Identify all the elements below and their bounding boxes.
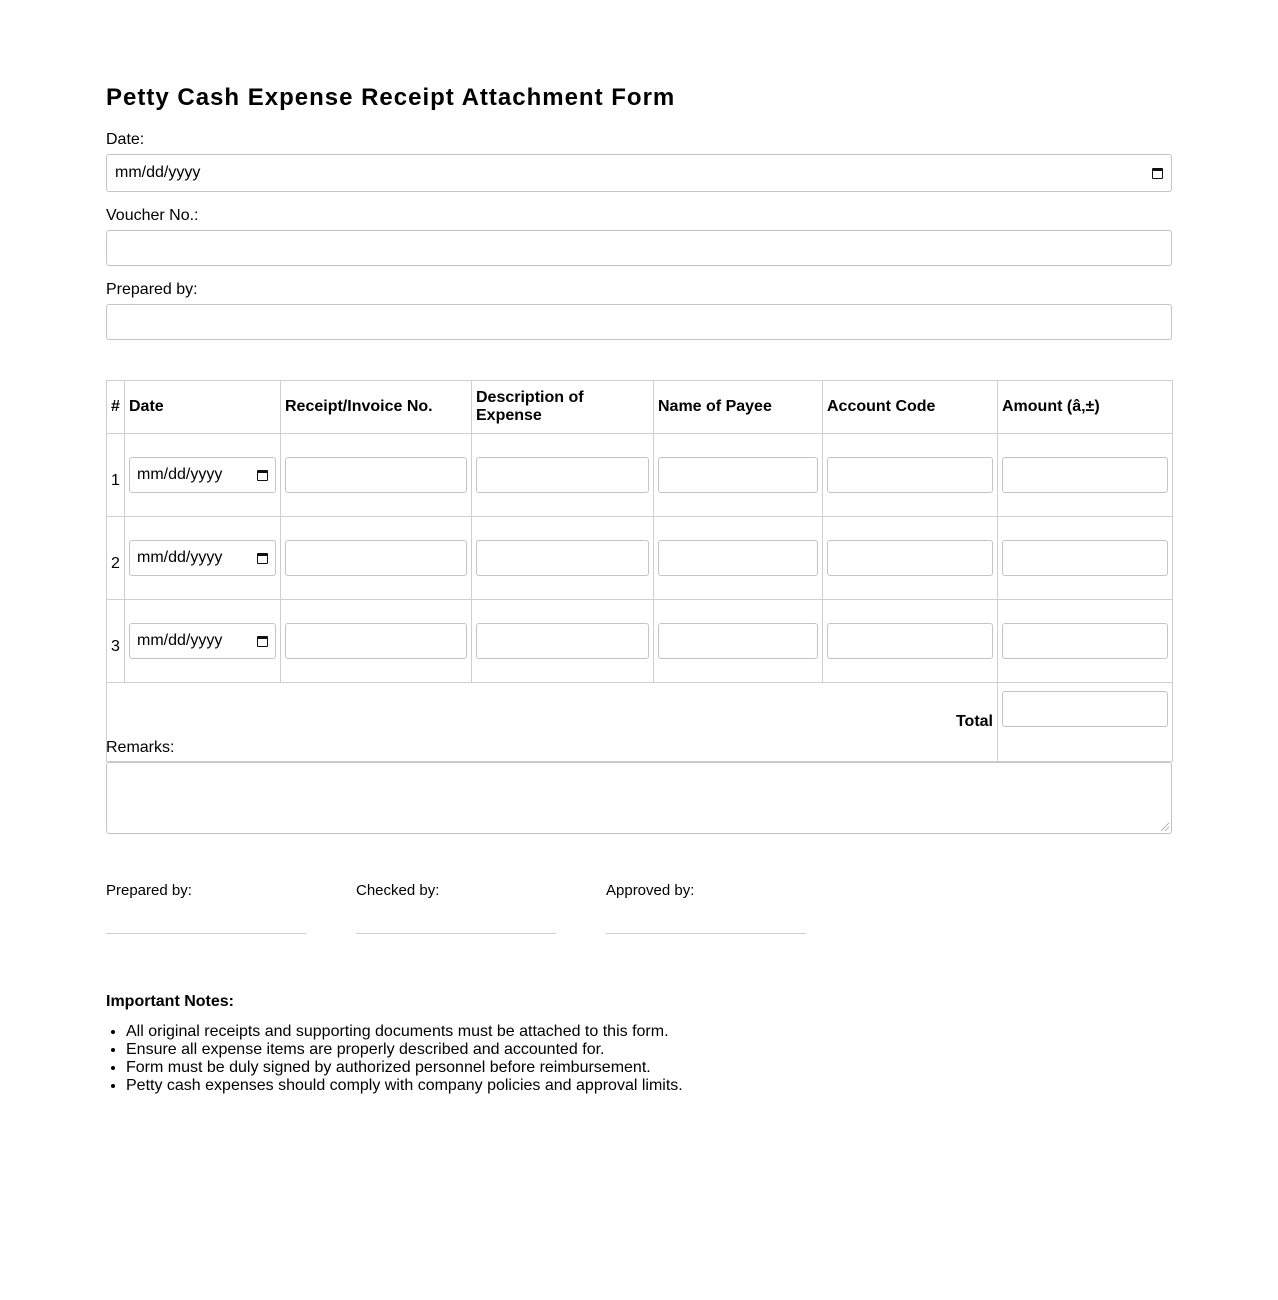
amount-input[interactable] <box>1002 457 1168 493</box>
description-input[interactable] <box>476 540 649 576</box>
description-input[interactable] <box>476 623 649 659</box>
signature-line <box>106 933 306 934</box>
row-date-input[interactable] <box>129 623 276 659</box>
notes-list <box>106 1023 683 1095</box>
col-header-payee: Name of Payee <box>654 381 823 434</box>
prepared-by-label: Prepared by: <box>106 281 198 298</box>
row-date-input[interactable] <box>129 457 276 493</box>
row-number: 3 <box>107 600 125 683</box>
table-header-row <box>107 381 1173 434</box>
col-header-receipt: Receipt/Invoice No. <box>281 381 472 434</box>
calendar-icon[interactable] <box>257 470 268 481</box>
page-title: Petty Cash Expense Receipt Attachment Form <box>106 84 676 111</box>
table-row <box>107 600 1173 683</box>
signature-prepared <box>106 882 306 900</box>
calendar-icon[interactable] <box>257 636 268 647</box>
date-label: Date: <box>106 131 145 148</box>
table-row <box>107 517 1173 600</box>
col-header-account-code: Account Code <box>823 381 998 434</box>
list-item: • All original receipts and supporting documents must be attached to this form. <box>126 1023 683 1041</box>
col-header-description: Description of Expense <box>472 381 654 434</box>
row-date-input[interactable] <box>129 540 276 576</box>
voucher-label: Voucher No.: <box>106 207 199 224</box>
voucher-input[interactable] <box>106 230 1172 266</box>
signature-line <box>356 933 556 934</box>
calendar-icon[interactable] <box>257 553 268 564</box>
signature-prepared-label: Prepared by: <box>106 882 192 899</box>
date-input[interactable] <box>106 154 1172 192</box>
signature-approved <box>606 882 806 900</box>
signature-checked <box>356 882 556 900</box>
receipt-no-input[interactable] <box>285 540 467 576</box>
amount-input[interactable] <box>1002 623 1168 659</box>
expense-table <box>106 380 1173 762</box>
total-row <box>107 683 1173 762</box>
signature-checked-label: Checked by: <box>356 882 440 899</box>
prepared-by-input[interactable] <box>106 304 1172 340</box>
payee-input[interactable] <box>658 540 818 576</box>
total-amount-input[interactable] <box>1002 691 1168 727</box>
account-code-input[interactable] <box>827 623 993 659</box>
col-header-number: # <box>107 381 125 434</box>
payee-input[interactable] <box>658 623 818 659</box>
row-number: 2 <box>107 517 125 600</box>
notes-title: Important Notes: <box>106 993 234 1010</box>
signature-line <box>606 933 806 934</box>
amount-input[interactable] <box>1002 540 1168 576</box>
total-label: Total <box>107 683 998 762</box>
list-item: • Petty cash expenses should comply with company policies and approval limits. <box>126 1077 683 1095</box>
remarks-textarea[interactable] <box>106 762 1172 834</box>
row-date-placeholder: mm/dd/yyyy <box>137 466 223 483</box>
row-number: 1 <box>107 434 125 517</box>
calendar-icon[interactable] <box>1152 168 1163 179</box>
account-code-input[interactable] <box>827 457 993 493</box>
list-item: • Ensure all expense items are properly described and accounted for. <box>126 1041 683 1059</box>
receipt-no-input[interactable] <box>285 623 467 659</box>
resize-handle-icon[interactable] <box>1161 823 1169 831</box>
receipt-no-input[interactable] <box>285 457 467 493</box>
list-item: • Form must be duly signed by authorized personnel before reimbursement. <box>126 1059 683 1077</box>
payee-input[interactable] <box>658 457 818 493</box>
remarks-label: Remarks: <box>106 739 175 756</box>
col-header-amount: Amount (â‚±) <box>998 381 1173 434</box>
date-placeholder: mm/dd/yyyy <box>115 164 201 181</box>
signature-approved-label: Approved by: <box>606 882 695 899</box>
col-header-date: Date <box>125 381 281 434</box>
row-date-placeholder: mm/dd/yyyy <box>137 632 223 649</box>
table-row <box>107 434 1173 517</box>
account-code-input[interactable] <box>827 540 993 576</box>
row-date-placeholder: mm/dd/yyyy <box>137 549 223 566</box>
description-input[interactable] <box>476 457 649 493</box>
